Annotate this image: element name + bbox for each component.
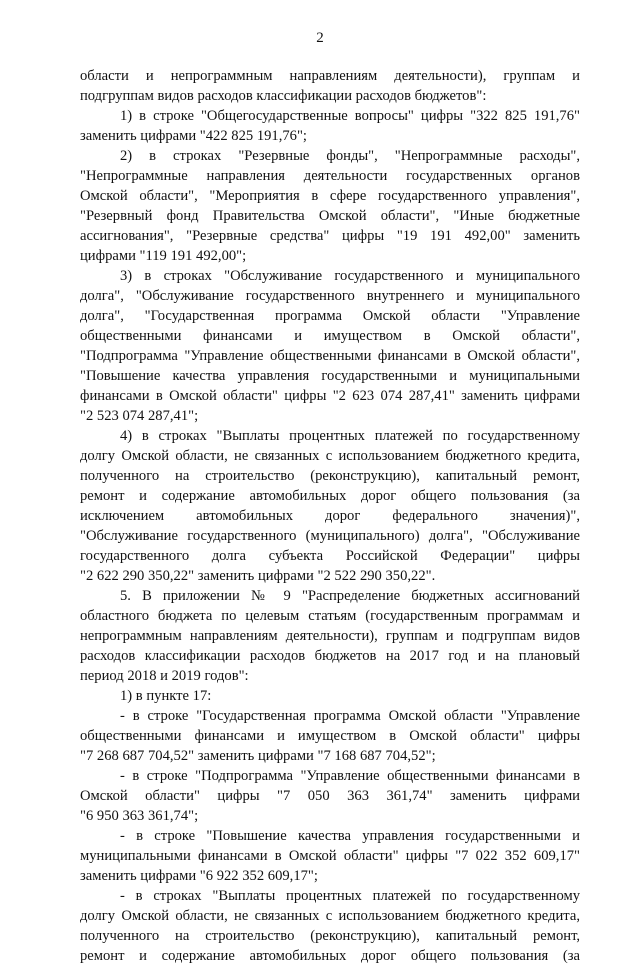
text-line: расходов классификации расходов бюджетов на 2017 год и на плановый — [80, 648, 580, 664]
text-line: 3) в строках "Обслуживание государственного и муниципального — [120, 268, 580, 284]
text-line: 4) в строках "Выплаты процентных платежей по государственному — [120, 428, 580, 444]
text-line: "Резервный фонд Правительства Омской области", "Иные бюджетные — [80, 208, 580, 224]
text-line: 1) в строке "Общегосударственные вопросы" цифры "322 825 191,76" — [120, 108, 580, 124]
text-line: 5. В приложении № 9 "Распределение бюджетных ассигнований — [120, 588, 580, 604]
text-line: долгу Омской области, не связанных с использованием бюджетного кредита, — [80, 448, 580, 464]
text-line: финансами в Омской области" цифры "2 623 074 287,41" заменить цифрами — [80, 388, 580, 404]
text-line: общественными финансами и имуществом в Омской области", — [80, 328, 580, 344]
text-line: заменить цифрами "422 825 191,76"; — [80, 128, 307, 144]
text-line: 1) в пункте 17: — [120, 688, 212, 704]
text-line: "Обслуживание государственного (муниципального) долга", "Обслуживание — [80, 528, 580, 544]
text-line: "6 950 363 361,74"; — [80, 808, 199, 824]
document-body — [80, 66, 580, 966]
text-line: общественными финансами и имуществом в Омской области" цифры — [80, 728, 580, 744]
text-line: заменить цифрами "6 922 352 609,17"; — [80, 868, 318, 884]
text-line: полученного на строительство (реконструкцию), капитальный ремонт, — [80, 928, 580, 944]
text-line: долга", "Государственная программа Омской области "Управление — [80, 308, 580, 324]
text-line: цифрами "119 191 492,00"; — [80, 248, 247, 264]
text-line: - в строке "Повышение качества управления государственными и — [120, 828, 580, 844]
text-line: "7 268 687 704,52" заменить цифрами "7 168 687 704,52"; — [80, 748, 436, 764]
text-line: областного бюджета по целевым статьям (государственным программам и — [80, 608, 580, 624]
text-line: "Подпрограмма "Управление общественными финансами в Омской области", — [80, 348, 580, 364]
text-line: ремонт и содержание автомобильных дорог общего пользования (за — [80, 488, 580, 504]
text-line: муниципальными финансами в Омской области" цифры "7 022 352 609,17" — [80, 848, 580, 864]
text-line: Омской области", "Мероприятия в сфере государственного управления", — [80, 188, 580, 204]
text-line: исключением автомобильных дорог федерального значения)", — [80, 508, 580, 524]
text-line: Омской области" цифры "7 050 363 361,74" заменить цифрами — [80, 788, 580, 804]
text-line: долгу Омской области, не связанных с использованием бюджетного кредита, — [80, 908, 580, 924]
text-line: долга", "Обслуживание государственного внутреннего и муниципального — [80, 288, 580, 304]
text-line: государственного долга субъекта Российской Федерации" цифры — [80, 548, 580, 564]
text-line: непрограммным направлениям деятельности), группам и подгруппам видов — [80, 628, 580, 644]
text-line: ремонт и содержание автомобильных дорог общего пользования (за — [80, 948, 580, 964]
text-line: "2 622 290 350,22" заменить цифрами "2 522 290 350,22". — [80, 568, 436, 584]
text-line: "2 523 074 287,41"; — [80, 408, 199, 424]
text-line: - в строках "Выплаты процентных платежей по государственному — [120, 888, 580, 904]
page-number: 2 — [316, 30, 324, 46]
text-line: 2) в строках "Резервные фонды", "Непрограммные расходы", — [120, 148, 580, 164]
text-line: полученного на строительство (реконструкцию), капитальный ремонт, — [80, 468, 580, 484]
text-line: области и непрограммным направлениям деятельности), группам и — [80, 68, 580, 84]
text-line: период 2018 и 2019 годов": — [80, 668, 249, 684]
text-line: - в строке "Государственная программа Омской области "Управление — [120, 708, 580, 724]
text-line: "Непрограммные направления деятельности государственных органов — [80, 168, 580, 184]
text-line: подгруппам видов расходов классификации расходов бюджетов": — [80, 88, 487, 104]
text-line: ассигнования", "Резервные средства" цифры "19 191 492,00" заменить — [80, 228, 580, 244]
text-line: "Повышение качества управления государственными и муниципальными — [80, 368, 580, 384]
text-line: - в строке "Подпрограмма "Управление общественными финансами в — [120, 768, 580, 784]
